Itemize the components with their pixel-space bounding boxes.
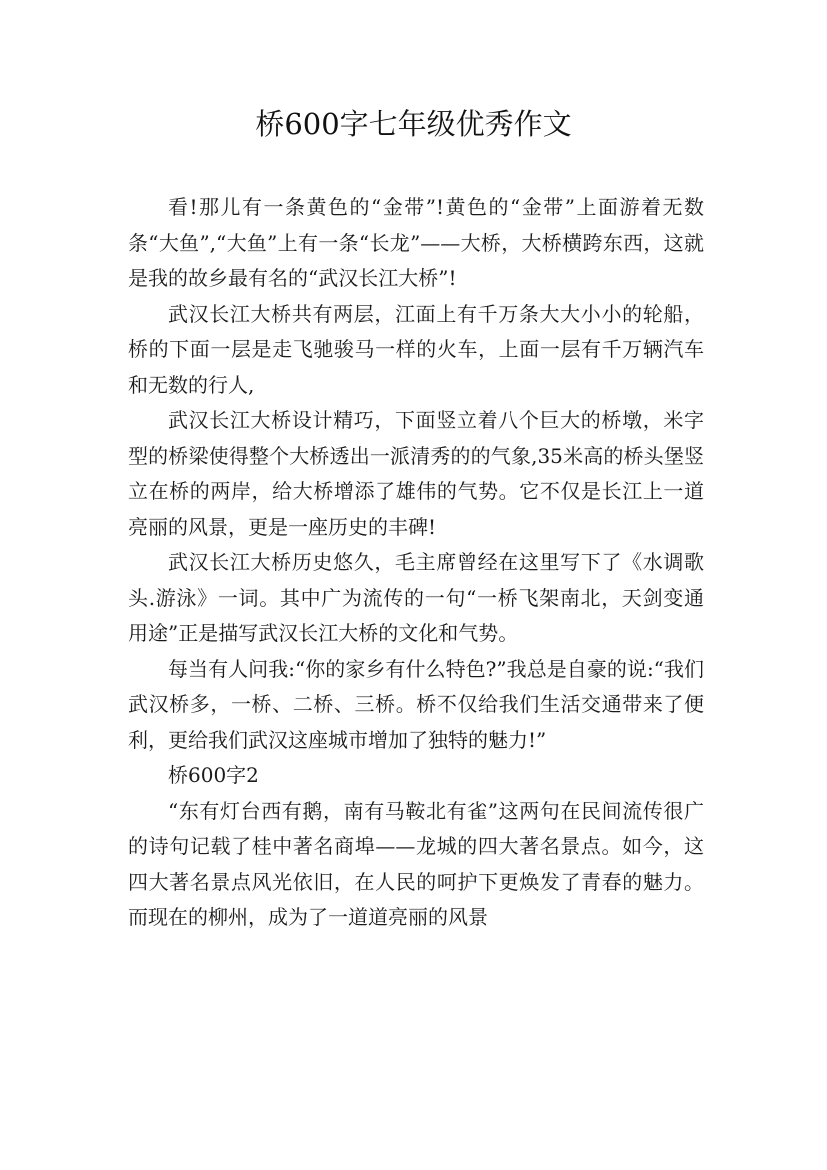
paragraph: 每当有人问我:“你的家乡有什么特色?”我总是自豪的说:“我们武汉桥多，一桥、二桥、三桥。桥不仅给我们生活交通带来了便利，更给我们武汉这座城市增加了独特的魅力!”	[128, 656, 704, 752]
paragraph: 武汉长江大桥设计精巧，下面竖立着八个巨大的桥墩，米字型的桥梁使得整个大桥透出一派清秀的的气象,35米高的桥头堡竖立在桥的两岸，给大桥增添了雄伟的气势。它不仅是长江上一道亮丽的风景，更是一座历史的丰碑!	[128, 408, 704, 539]
paragraph: 看!那儿有一条黄色的“金带”!黄色的“金带”上面游着无数条“大鱼”,“大鱼”上有一条“长龙”——大桥，大桥横跨东西，这就是我的故乡最有名的“武汉长江大桥”!	[128, 195, 704, 290]
paragraph: 武汉长江大桥共有两层，江面上有千万条大大小小的轮船，桥的下面一层是走飞驰骏马一样的火车，上面一层有千万辆汽车和无数的行人,	[128, 301, 704, 397]
section-heading: 桥600字2	[168, 763, 259, 787]
document-body	[128, 190, 704, 936]
paragraph: “东有灯台西有鹅，南有马鞍北有雀”这两句在民间流传很广的诗句记载了桂中著名商埠——龙城的四大著名景点。如今，这四大著名景点风光依旧，在人民的呵护下更焕发了青春的魅力。而现在的柳州，成为了一道道亮丽的风景	[128, 798, 704, 929]
paragraph: 武汉长江大桥历史悠久，毛主席曾经在这里写下了《水调歌头.游泳》一词。其中广为流传的一句“一桥飞架南北，天剑变通用途”正是描写武汉长江大桥的文化和气势。	[128, 550, 704, 645]
document-title: 桥600字七年级优秀作文	[255, 107, 572, 141]
